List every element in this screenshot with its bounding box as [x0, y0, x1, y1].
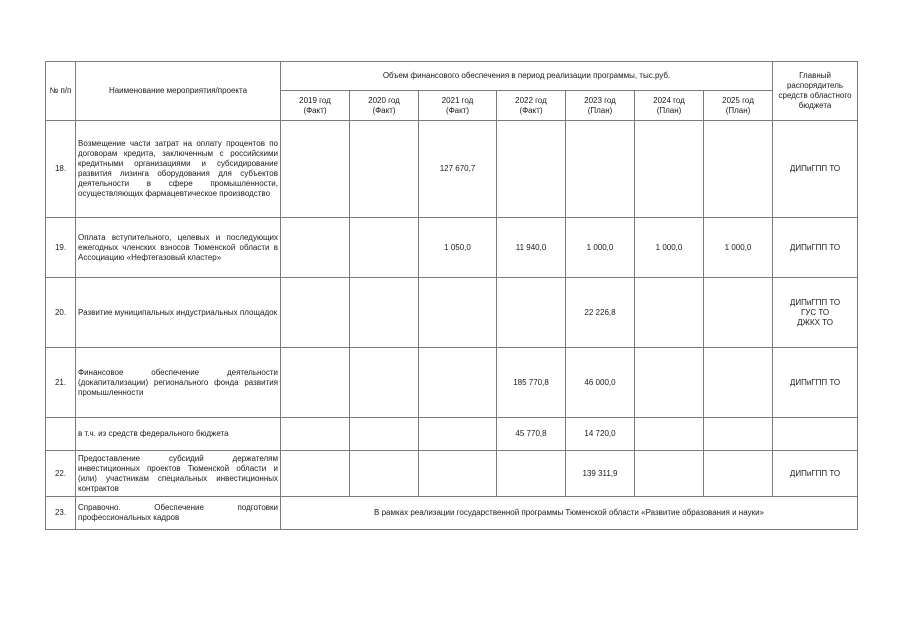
table-row — [46, 218, 858, 278]
header-year — [566, 91, 635, 121]
row-value — [350, 121, 419, 218]
row-value — [350, 278, 419, 348]
row-value — [419, 278, 497, 348]
manager-line: ДИПиГПП ТО — [789, 297, 841, 307]
row-manager: ДИПиГПП ТО — [773, 348, 858, 418]
row-value — [281, 278, 350, 348]
header-year — [704, 91, 773, 121]
row-value — [704, 418, 773, 451]
row-value: 14 720,0 — [566, 418, 635, 451]
row-value: 1 000,0 — [704, 218, 773, 278]
row-value — [350, 451, 419, 497]
row-value — [704, 348, 773, 418]
header-year-label: 2024 год — [653, 95, 685, 105]
row-value — [281, 218, 350, 278]
row-manager — [773, 278, 858, 348]
row-value — [635, 418, 704, 451]
row-manager — [773, 418, 858, 451]
header-year-kind: (Факт) — [519, 105, 543, 115]
row-value — [350, 348, 419, 418]
row-name: Возмещение части затрат на оплату процентов по договорам кредита, заключенным с российскими кредитными организациями и субсидирование развития лизинга оборудования для субъектов деятельности в сфере промышленности, осуществляющих фармацевтическое производство — [76, 121, 281, 218]
table-row — [46, 278, 858, 348]
row-value — [704, 451, 773, 497]
row-value: 1 000,0 — [635, 218, 704, 278]
row-value: 185 770,8 — [497, 348, 566, 418]
header-num: № п/п — [46, 62, 76, 121]
row-value — [566, 121, 635, 218]
header-year-label: 2023 год — [584, 95, 616, 105]
row-num: 19. — [46, 218, 76, 278]
row-num: 21. — [46, 348, 76, 418]
table-row — [46, 348, 858, 418]
header-manager: Главный распорядитель средств областного бюджета — [773, 62, 858, 121]
row-name: Оплата вступительного, целевых и последующих ежегодных членских взносов Тюменской области в Ассоциацию «Нефтегазовый кластер» — [76, 218, 281, 278]
row-value — [635, 278, 704, 348]
header-year-kind: (План) — [725, 105, 751, 115]
row-value: 11 940,0 — [497, 218, 566, 278]
row-num: 23. — [46, 497, 76, 530]
row-name: в т.ч. из средств федерального бюджета — [76, 418, 281, 451]
row-value — [704, 121, 773, 218]
header-year — [350, 91, 419, 121]
header-name: Наименование мероприятия/проекта — [76, 62, 281, 121]
header-year — [419, 91, 497, 121]
row-value: 1 000,0 — [566, 218, 635, 278]
header-funding-group: Объем финансового обеспечения в период реализации программы, тыс.руб. — [281, 62, 773, 91]
row-value — [497, 121, 566, 218]
row-name: Справочно. Обеспечение подготовки профессиональных кадров — [76, 497, 281, 530]
row-manager: ДИПиГПП ТО — [773, 451, 858, 497]
row-value — [281, 418, 350, 451]
header-year — [635, 91, 704, 121]
row-value: 127 670,7 — [419, 121, 497, 218]
row-manager: ДИПиГПП ТО — [773, 121, 858, 218]
manager-line: ГУС ТО — [800, 307, 830, 317]
row-name: Развитие муниципальных индустриальных площадок — [76, 278, 281, 348]
row-manager: ДИПиГПП ТО — [773, 218, 858, 278]
header-year-kind: (План) — [656, 105, 682, 115]
row-note: В рамках реализации государственной программы Тюменской области «Развитие образования и науки» — [281, 497, 858, 530]
row-value: 22 226,8 — [566, 278, 635, 348]
header-year-kind: (Факт) — [445, 105, 470, 115]
header-year — [497, 91, 566, 121]
row-value — [419, 418, 497, 451]
row-value — [281, 348, 350, 418]
manager-line: ДЖКХ ТО — [797, 317, 833, 327]
header-year-label: 2019 год — [299, 95, 331, 105]
row-value — [635, 451, 704, 497]
row-value — [704, 278, 773, 348]
header-year-kind: (Факт) — [303, 105, 327, 115]
header-year-kind: (План) — [587, 105, 613, 115]
row-name: Предоставление субсидий держателям инвестиционных проектов Тюменской области и (или) участникам специальных инвестиционных контрактов — [76, 451, 281, 497]
row-value: 46 000,0 — [566, 348, 635, 418]
row-name: Финансовое обеспечение деятельности (докапитализации) регионального фонда развития промышленности — [76, 348, 281, 418]
table-row — [46, 451, 858, 497]
table-row — [46, 497, 858, 530]
row-value: 139 311,9 — [566, 451, 635, 497]
header-year-label: 2021 год — [441, 95, 474, 105]
header-year-label: 2025 год — [722, 95, 754, 105]
row-num: 20. — [46, 278, 76, 348]
table-row — [46, 121, 858, 218]
row-value — [281, 451, 350, 497]
row-value — [635, 121, 704, 218]
row-num: 18. — [46, 121, 76, 218]
row-value — [350, 418, 419, 451]
row-value — [281, 121, 350, 218]
row-value: 1 050,0 — [419, 218, 497, 278]
header-year-label: 2020 год — [368, 95, 400, 105]
funding-table — [45, 61, 858, 530]
header-year-kind: (Факт) — [372, 105, 396, 115]
row-value — [497, 451, 566, 497]
header-year — [281, 91, 350, 121]
row-value — [419, 348, 497, 418]
row-value — [350, 218, 419, 278]
row-value: 45 770,8 — [497, 418, 566, 451]
table-row — [46, 418, 858, 451]
header-year-label: 2022 год — [515, 95, 547, 105]
row-num: 22. — [46, 451, 76, 497]
row-value — [419, 451, 497, 497]
row-value — [497, 278, 566, 348]
row-value — [635, 348, 704, 418]
row-num — [46, 418, 76, 451]
